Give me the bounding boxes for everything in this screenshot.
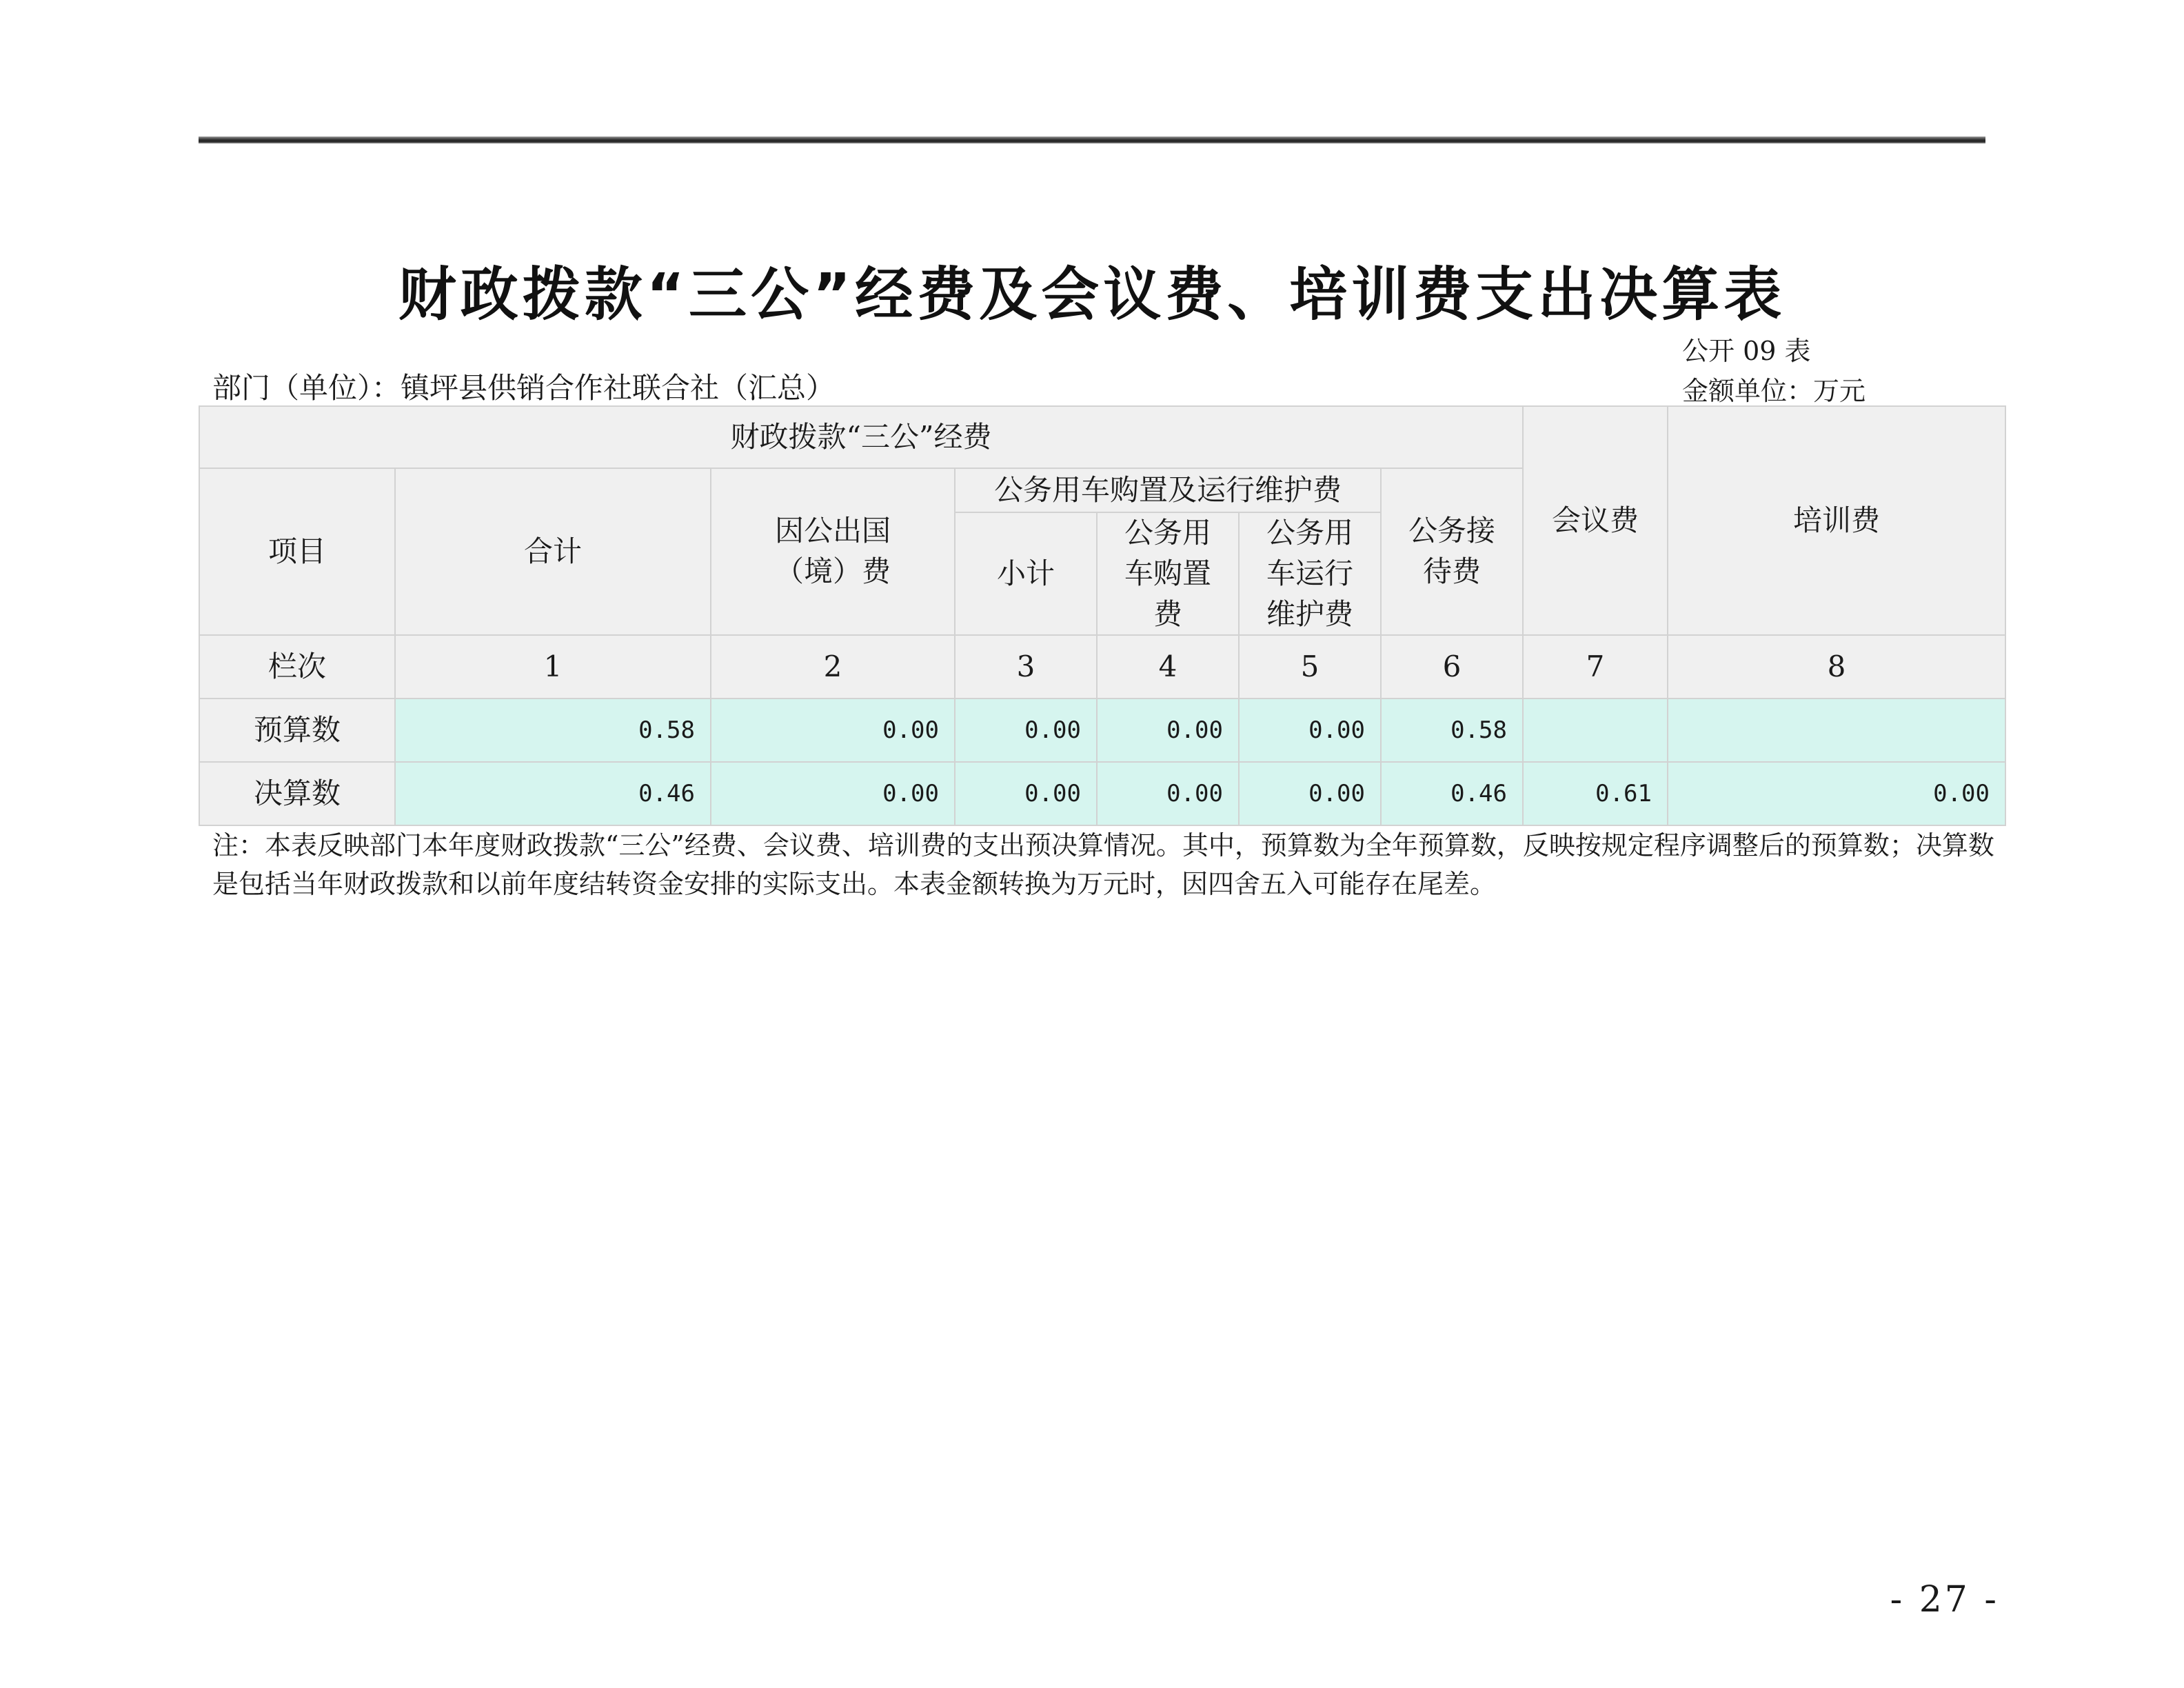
form-number: 公开 09 表 [1682, 336, 1811, 366]
column-index: 6 [1381, 635, 1523, 699]
header-abroad: 因公出国（境）费 [711, 468, 955, 635]
table-cell: 0.00 [1097, 762, 1239, 825]
table-cell: 0.00 [1239, 762, 1381, 825]
header-rule [199, 137, 1985, 143]
column-index: 4 [1097, 635, 1239, 699]
column-index-label: 栏次 [199, 635, 395, 699]
column-index: 5 [1239, 635, 1381, 699]
table-cell: 0.00 [711, 699, 955, 762]
header-meeting: 会议费 [1523, 406, 1668, 635]
table-cell: 0.00 [1097, 699, 1239, 762]
table-cell: 0.46 [395, 762, 711, 825]
table-cell: 0.00 [955, 699, 1097, 762]
department-label: 部门（单位）：镇坪县供销合作社联合社（汇总） [212, 371, 836, 405]
column-index: 3 [955, 635, 1097, 699]
column-index: 1 [395, 635, 711, 699]
header-reception: 公务接待费 [1381, 468, 1523, 635]
row-label-budget: 预算数 [199, 699, 395, 762]
budget-table [199, 405, 2006, 826]
table-note: 注：本表反映部门本年度财政拨款“三公”经费、会议费、培训费的支出预决算情况。其中，预算数为全年预算数，反映按规定程序调整后的预算数；决算数是包括当年财政拨款和以前年度结转资金安排的实际支出。本表金额转换为万元时，因四舍五入可能存在尾差。 [212, 830, 1994, 899]
table-cell: 0.00 [711, 762, 955, 825]
page-title: 财政拨款“三公”经费及会议费、培训费支出决算表 [398, 261, 1786, 328]
column-index: 8 [1668, 635, 2005, 699]
amount-unit: 金额单位：万元 [1682, 376, 1866, 406]
table-row [199, 699, 2005, 762]
header-vehicle-operation: 公务用车运行维护费 [1239, 512, 1381, 635]
table-cell [1668, 699, 2005, 762]
column-index: 7 [1523, 635, 1668, 699]
header-training: 培训费 [1668, 406, 2005, 635]
column-index: 2 [711, 635, 955, 699]
table-cell: 0.58 [395, 699, 711, 762]
table-cell: 0.00 [955, 762, 1097, 825]
table-cell: 0.00 [1668, 762, 2005, 825]
header-item: 项目 [199, 468, 395, 635]
table-row [199, 762, 2005, 825]
table-cell: 0.58 [1381, 699, 1523, 762]
header-total: 合计 [395, 468, 711, 635]
header-vehicle-group: 公务用车购置及运行维护费 [955, 468, 1381, 512]
row-label-final: 决算数 [199, 762, 395, 825]
header-sangong-group: 财政拨款“三公”经费 [199, 406, 1523, 468]
table-cell: 0.61 [1523, 762, 1668, 825]
table-cell: 0.00 [1239, 699, 1381, 762]
header-vehicle-purchase: 公务用车购置费 [1097, 512, 1239, 635]
table-cell [1523, 699, 1668, 762]
table-cell: 0.46 [1381, 762, 1523, 825]
header-subtotal: 小计 [955, 512, 1097, 635]
page-number: - 27 - [1890, 1579, 1999, 1620]
